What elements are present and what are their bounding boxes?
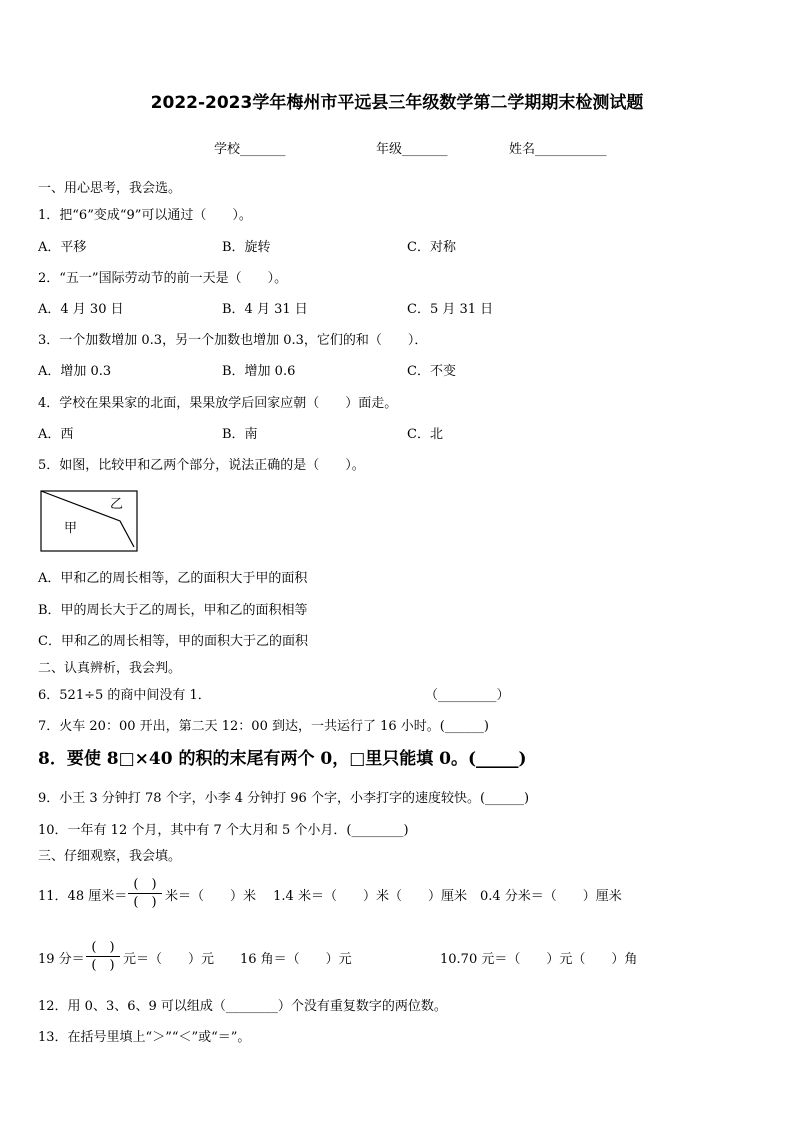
section2-heading: 二、认真辨析，我会判。 bbox=[38, 661, 182, 676]
q6-answer-blank[interactable]: （_________） bbox=[425, 688, 510, 703]
q11b-end: 10.70 元＝（ ）元（ ）角 bbox=[440, 952, 638, 967]
q1-stem: 1．把“6”变成“9”可以通过（ ）。 bbox=[38, 208, 252, 223]
q1-option-b[interactable]: B．旋转 bbox=[222, 240, 271, 255]
fraction-denominator: ( ) bbox=[133, 895, 157, 910]
q2-option-c[interactable]: C．5 月 31 日 bbox=[407, 302, 494, 317]
q5-option-a[interactable]: A．甲和乙的周长相等，乙的面积大于甲的面积 bbox=[38, 571, 308, 586]
q5-stem: 5．如图，比较甲和乙两个部分，说法正确的是（ ）。 bbox=[38, 458, 365, 473]
q3-stem: 3．一个加数增加 0.3，另一个加数也增加 0.3，它们的和（ ）． bbox=[38, 333, 428, 348]
q13-stem: 13．在括号里填上“＞”“＜”或“＝”。 bbox=[38, 1030, 251, 1045]
q8-stem: 8．要使 8□×40 的积的末尾有两个 0，□里只能填 0。(_____) bbox=[38, 749, 527, 769]
q6-stem: 6．521÷5 的商中间没有 1． bbox=[38, 688, 211, 703]
q11b-fraction[interactable] bbox=[86, 939, 120, 974]
q10-stem: 10．一年有 12 个月，其中有 7 个大月和 5 个小月．(________) bbox=[38, 823, 409, 838]
q4-stem: 4．学校在果果家的北面，果果放学后回家应朝（ ）面走。 bbox=[38, 396, 398, 411]
q9-stem: 9．小王 3 分钟打 78 个字，小李 4 分钟打 96 个字，小李打字的速度较快。(______) bbox=[38, 791, 530, 806]
fraction-denominator: ( ) bbox=[91, 958, 115, 973]
school-field[interactable]: 学校_______ bbox=[214, 142, 286, 157]
q11b-prefix: 19 分＝ bbox=[38, 952, 85, 967]
q4-option-a[interactable]: A．西 bbox=[38, 427, 74, 442]
q11-fraction[interactable] bbox=[128, 876, 162, 911]
q5-label-jia: 甲 bbox=[64, 521, 78, 536]
q1-option-a[interactable]: A．平移 bbox=[38, 240, 87, 255]
q2-stem: 2．“五一”国际劳动节的前一天是（ ）。 bbox=[38, 271, 288, 286]
q4-option-c[interactable]: C．北 bbox=[407, 427, 443, 442]
q12-stem: 12．用 0、3、6、9 可以组成（________）个没有重复数字的两位数。 bbox=[38, 999, 447, 1014]
name-field[interactable]: 姓名___________ bbox=[509, 142, 607, 157]
grade-field[interactable]: 年级_______ bbox=[376, 142, 448, 157]
q3-option-a[interactable]: A．增加 0.3 bbox=[38, 364, 112, 379]
q1-option-c[interactable]: C．对称 bbox=[407, 240, 456, 255]
fraction-numerator: ( ) bbox=[91, 940, 115, 955]
q3-option-b[interactable]: B．增加 0.6 bbox=[222, 364, 296, 379]
q5-figure bbox=[38, 488, 140, 554]
q11-prefix: 11．48 厘米＝ bbox=[38, 889, 128, 904]
q11b-mid: 元＝（ ）元 16 角＝（ ）元 bbox=[123, 952, 352, 967]
q7-stem: 7．火车 20：00 开出，第二天 12：00 到达，一共运行了 16 小时。(______) bbox=[38, 719, 489, 734]
section3-heading: 三、仔细观察，我会填。 bbox=[38, 849, 182, 864]
q5-option-c[interactable]: C．甲和乙的周长相等，甲的面积大于乙的面积 bbox=[38, 634, 308, 649]
q11-rest: 米＝（ ）米 1.4 米＝（ ）米（ ）厘米 0.4 分米＝（ ）厘米 bbox=[165, 889, 622, 904]
page-title: 2022-2023学年梅州市平远县三年级数学第二学期期末检测试题 bbox=[150, 93, 644, 113]
q5-label-yi: 乙 bbox=[110, 497, 124, 512]
q2-option-a[interactable]: A．4 月 30 日 bbox=[38, 302, 124, 317]
section1-heading: 一、用心思考，我会选。 bbox=[38, 181, 182, 196]
q5-option-b[interactable]: B．甲的周长大于乙的周长，甲和乙的面积相等 bbox=[38, 603, 308, 618]
fraction-numerator: ( ) bbox=[133, 877, 157, 892]
q3-option-c[interactable]: C．不变 bbox=[407, 364, 456, 379]
q4-option-b[interactable]: B．南 bbox=[222, 427, 258, 442]
q2-option-b[interactable]: B．4 月 31 日 bbox=[222, 302, 308, 317]
